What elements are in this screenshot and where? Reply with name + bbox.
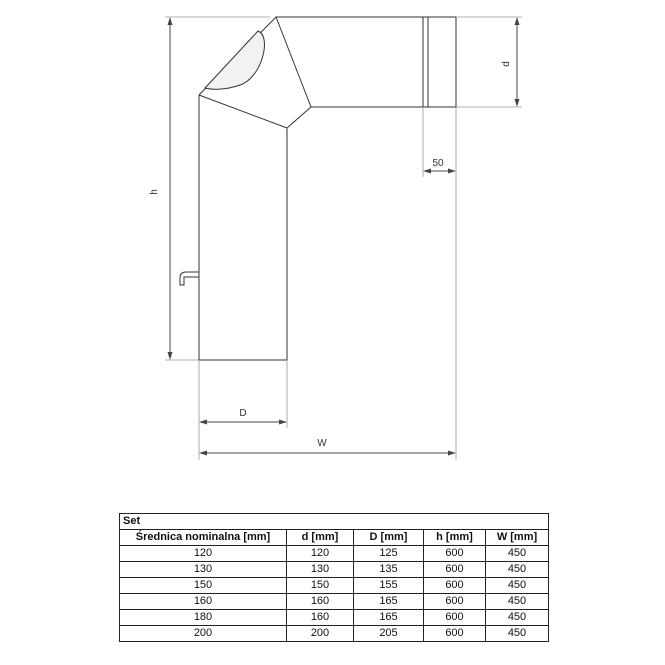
label-50: 50 <box>432 158 444 169</box>
elbow-seam-1 <box>199 95 287 128</box>
cell-nominal: 150 <box>120 578 287 594</box>
label-W: W <box>317 438 327 449</box>
cell-D: 155 <box>354 578 424 594</box>
header-nominal-diameter: Średnica nominalna [mm] <box>120 530 287 546</box>
vertical-pipe <box>199 95 287 360</box>
header-D: D [mm] <box>354 530 424 546</box>
label-d: d <box>501 61 512 67</box>
dim-50-arrow-left <box>423 169 431 174</box>
table-row <box>120 626 549 642</box>
label-h: h <box>149 189 160 195</box>
dim-d-arrow-bottom <box>515 99 520 107</box>
cell-h: 600 <box>424 546 486 562</box>
cell-W: 450 <box>486 626 549 642</box>
table-row <box>120 562 549 578</box>
dim-h-arrow-top <box>168 17 173 25</box>
label-D: D <box>239 408 247 419</box>
cell-h: 600 <box>424 594 486 610</box>
specification-table <box>119 513 549 642</box>
cell-W: 450 <box>486 562 549 578</box>
cell-D: 125 <box>354 546 424 562</box>
cell-W: 450 <box>486 594 549 610</box>
table-row <box>120 610 549 626</box>
header-W: W [mm] <box>486 530 549 546</box>
cell-d: 130 <box>287 562 354 578</box>
cell-D: 135 <box>354 562 424 578</box>
dim-d-arrow-top <box>515 17 520 25</box>
cell-W: 450 <box>486 578 549 594</box>
dim-D-arrow-left <box>199 420 207 425</box>
cell-nominal: 180 <box>120 610 287 626</box>
cell-d: 200 <box>287 626 354 642</box>
cell-D: 205 <box>354 626 424 642</box>
cell-h: 600 <box>424 610 486 626</box>
dim-D-arrow-right <box>279 420 287 425</box>
elbow-inner-line <box>287 107 428 128</box>
cell-d: 160 <box>287 610 354 626</box>
header-d: d [mm] <box>287 530 354 546</box>
table-row <box>120 578 549 594</box>
cell-nominal: 200 <box>120 626 287 642</box>
cleanout-opening <box>205 31 264 89</box>
cell-nominal: 130 <box>120 562 287 578</box>
table-title-row <box>120 514 549 530</box>
table-row <box>120 546 549 562</box>
damper-handle <box>180 272 199 285</box>
cell-d: 120 <box>287 546 354 562</box>
cell-W: 450 <box>486 546 549 562</box>
cell-D: 165 <box>354 610 424 626</box>
cell-D: 165 <box>354 594 424 610</box>
dim-W-arrow-right <box>448 451 456 456</box>
header-h: h [mm] <box>424 530 486 546</box>
cell-d: 160 <box>287 594 354 610</box>
cell-nominal: 160 <box>120 594 287 610</box>
cell-nominal: 120 <box>120 546 287 562</box>
table-row <box>120 594 549 610</box>
cell-h: 600 <box>424 626 486 642</box>
cell-h: 600 <box>424 578 486 594</box>
dim-50-arrow-right <box>448 169 456 174</box>
elbow-seam-2 <box>276 17 311 107</box>
table-header-row <box>120 530 549 546</box>
dim-W-arrow-left <box>199 451 207 456</box>
cell-h: 600 <box>424 562 486 578</box>
table-title: Set <box>120 514 549 530</box>
cell-d: 150 <box>287 578 354 594</box>
cell-W: 450 <box>486 610 549 626</box>
dim-h-arrow-bottom <box>168 352 173 360</box>
